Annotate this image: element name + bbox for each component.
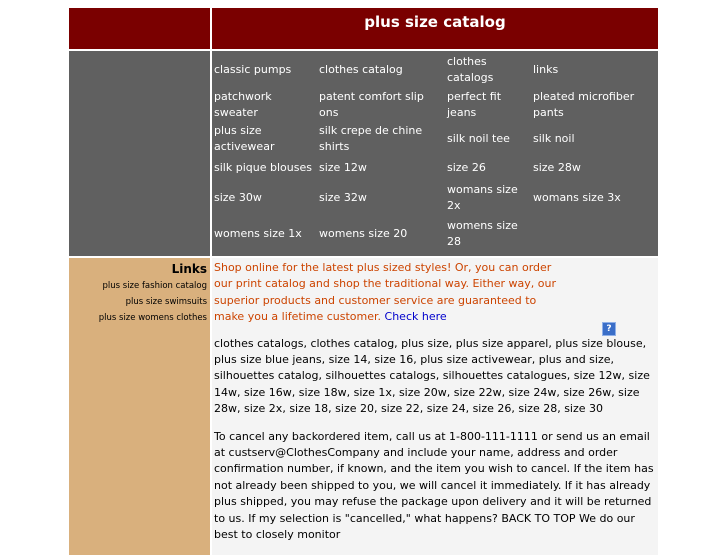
sidebar-link-swimsuits[interactable]: plus size swimsuits bbox=[125, 297, 207, 307]
catalog-link[interactable]: silk pique blouses bbox=[214, 161, 312, 174]
catalog-link[interactable]: womens size 20 bbox=[319, 227, 408, 240]
catalog-row-item bbox=[212, 88, 658, 122]
catalog-link[interactable]: plus size activewear bbox=[214, 124, 275, 153]
catalog-link[interactable]: links bbox=[533, 62, 559, 76]
catalog-link[interactable]: patchwork sweater bbox=[214, 90, 272, 119]
check-here-link[interactable]: Check here bbox=[384, 310, 447, 324]
catalog-link[interactable]: classic pumps bbox=[214, 62, 292, 76]
catalog-left-cell bbox=[69, 51, 210, 256]
page-title: plus size catalog bbox=[212, 8, 658, 49]
catalog-row-item bbox=[212, 180, 658, 216]
catalog-row-item bbox=[212, 156, 658, 180]
sidebar-link-fashion-catalog[interactable]: plus size fashion catalog bbox=[102, 281, 207, 291]
catalog-table bbox=[212, 51, 658, 252]
catalog-link[interactable]: womens size 1x bbox=[214, 227, 302, 240]
catalog-link[interactable]: silk noil tee bbox=[447, 132, 510, 145]
catalog-link[interactable]: perfect fit jeans bbox=[447, 90, 502, 119]
catalog-link[interactable]: womens size 28 bbox=[447, 219, 518, 248]
header-row bbox=[69, 8, 658, 49]
keywords-paragraph: clothes catalogs, clothes catalog, plus size, plus size apparel, plus size blouse, plus size blue jeans, size 14, size 16, plus size activewear, plus and size, silhouettes catalog, silhouettes catalogs, silhouettes catalogues, size 12w, size 14w, size 16w, size 18w, size 1x, size 20w, size 22w, size 24w, size 26w, size 28w, size 2x, size 18, size 20, size 22, size 24, size 26, size 28, size 30 bbox=[214, 336, 650, 416]
catalog-link[interactable]: patent comfort slip ons bbox=[319, 90, 424, 119]
catalog-link bbox=[531, 216, 658, 252]
catalog-link[interactable]: size 12w bbox=[319, 161, 367, 174]
catalog-link[interactable]: size 32w bbox=[319, 191, 367, 204]
sidebar bbox=[69, 258, 210, 555]
catalog-link[interactable]: size 28w bbox=[533, 161, 581, 174]
catalog-row-item bbox=[212, 216, 658, 252]
catalog-link[interactable]: clothes catalog bbox=[319, 62, 403, 76]
catalog-grid bbox=[212, 51, 658, 256]
catalog-link[interactable]: pleated microfiber pants bbox=[533, 90, 635, 119]
catalog-link[interactable]: silk noil bbox=[533, 132, 575, 145]
catalog-row-item bbox=[212, 122, 658, 156]
content-area bbox=[212, 258, 658, 555]
sidebar-link-womens-clothes[interactable]: plus size womens clothes bbox=[98, 313, 207, 323]
catalog-link[interactable]: womans size 2x bbox=[447, 183, 518, 212]
page-layout bbox=[69, 8, 658, 555]
catalog-link[interactable]: womans size 3x bbox=[533, 191, 621, 204]
cancel-paragraph: To cancel any backordered item, call us at 1-800-111-1111 or send us an email at custserv@ClothesCompany and include your name, address and order confirmation number, if known, and the item you wish to cancel. If the item has not already been shipped to you, we will cancel it immediately. If it has already plus shipped, you may refuse the package upon delivery and it will be returned to us. If my selection is "cancelled," what happens? BACK TO TOP We do our best to closely monitor bbox=[214, 429, 654, 542]
header-left-cell bbox=[69, 8, 210, 49]
catalog-row bbox=[69, 51, 658, 256]
catalog-row-item bbox=[212, 51, 658, 88]
catalog-link[interactable]: size 30w bbox=[214, 191, 262, 204]
catalog-link[interactable]: silk crepe de chine shirts bbox=[319, 124, 423, 153]
promo-text: Shop online for the latest plus sized styles! Or, you can order our print catalog and shop the traditional way. Either way, our superior products and customer service are guaranteed to make you a lifetime customer. bbox=[214, 261, 557, 324]
catalog-link[interactable]: clothes catalogs bbox=[447, 54, 494, 84]
catalog-link[interactable]: size 26 bbox=[447, 161, 486, 174]
sidebar-title: Links bbox=[171, 262, 207, 276]
main-row bbox=[69, 258, 658, 555]
promo-paragraph bbox=[214, 260, 566, 326]
help-icon[interactable]: ? bbox=[602, 322, 616, 336]
